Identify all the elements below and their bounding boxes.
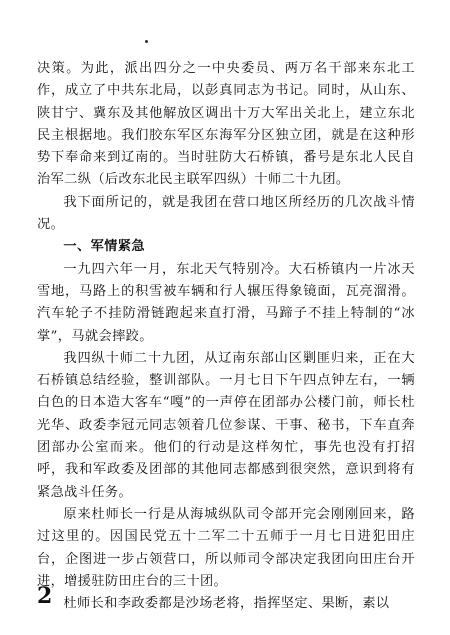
ink-speck: [145, 40, 148, 43]
paragraph-continued: 决策。为此，派出四分之一中央委员、两万名干部来东北工作，成立了中共东北局，以彭真同志为书记。同时，从山东、陕甘宁、冀东及其他解放区调出十万大军出关北上，建立东北民主根据地。我们胶东军区东海军分区独立团，就是在这种形势下奉命来到辽南的。当时驻防大石桥镇，番号是东北人民自治军二纵（后改东北民主联军四纵）十师二十九团。: [37, 61, 415, 188]
paragraph-weather: 一九四六年一月，东北天气特别冷。大石桥镇内一片冰天雪地，马路上的积雪被车辆和行人辗压得象镜面，瓦亮溜滑。汽车轮子不挂防滑链跑起来直打滑，马蹄子不挂上特制的“冰掌”，马就会摔跤。: [37, 261, 415, 344]
paragraph-orders: 原来杜师长一行是从海城纵队司令部开完会刚刚回来，路过这里的。因国民党五十二军二十五师于一月七日进犯田庄台，企图进一步占领营口，所以师司令部决定我团向田庄台开进，增援驻防田庄台的三十团。: [37, 506, 415, 589]
paragraph-intro: 我下面所记的，就是我团在营口地区所经历的几次战斗情况。: [37, 194, 415, 233]
paragraph-arrival: 我四纵十师二十九团，从辽南东部山区剿匪归来，正在大石桥镇总结经验，整训部队。一月七日下午四点钟左右，一辆白色的日本造大客车“嘎”的一声停在团部办公楼门前，师长杜光华、政委李冠元同志领着几位参谋、干事、秘书，下车直奔团部办公室而来。他们的行动是这样匆忙，事先也没有打招呼，我和军政委及团部的其他同志都感到很突然，意识到将有紧急战斗任务。: [37, 350, 415, 500]
page-number: 2: [37, 583, 53, 609]
section-heading: 一、军情紧急: [63, 239, 145, 255]
paragraph-commanders: 杜师长和李政委都是沙场老将，指挥坚定、果断，素以: [63, 596, 390, 612]
body-text: [37, 58, 415, 615]
